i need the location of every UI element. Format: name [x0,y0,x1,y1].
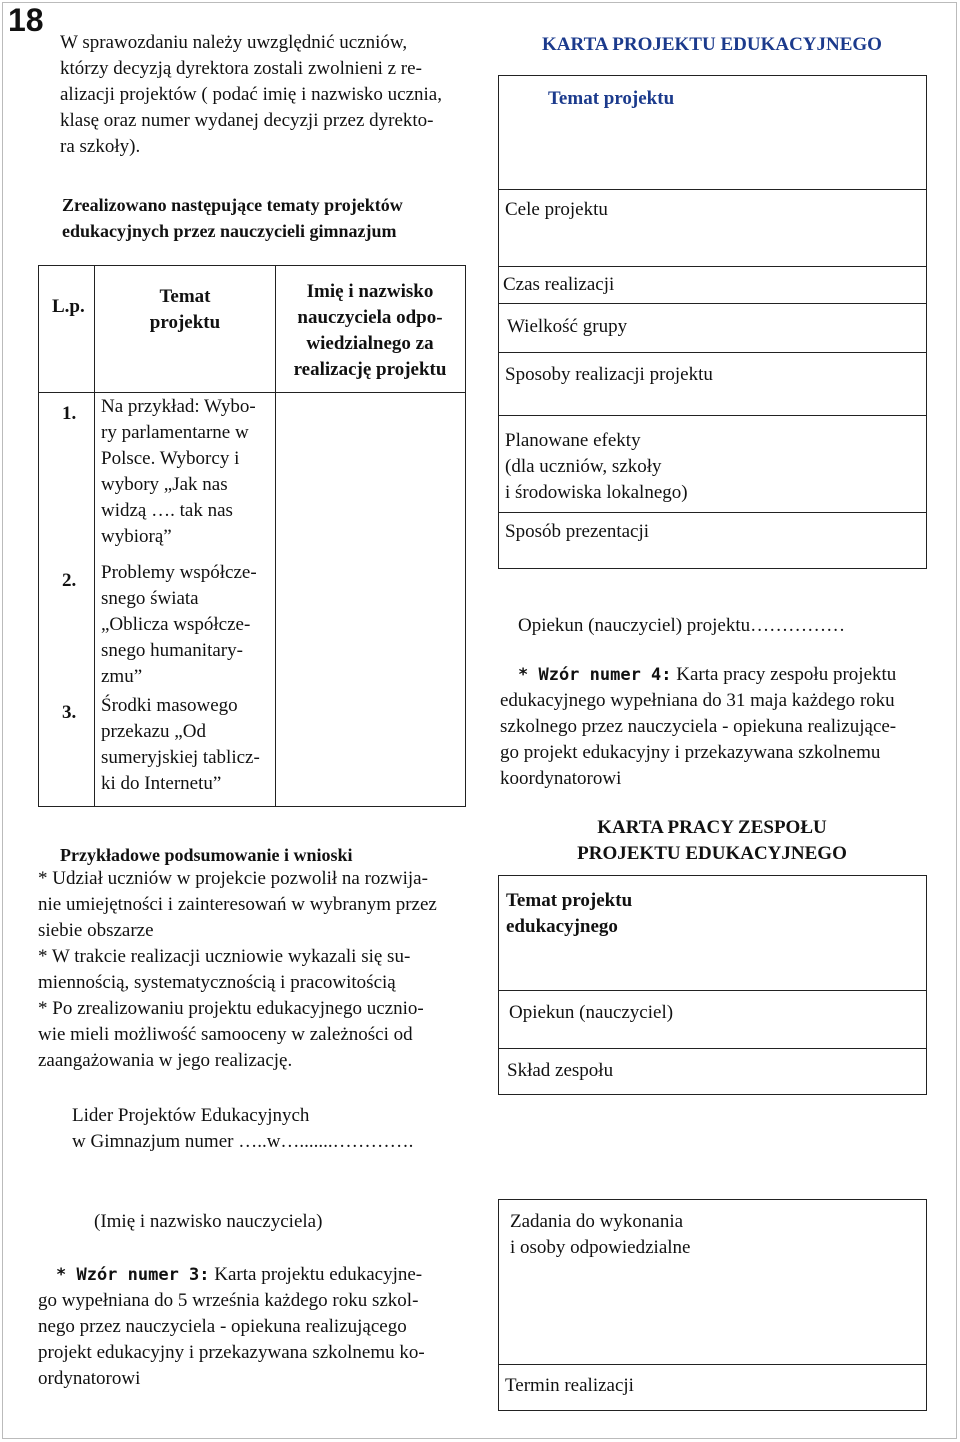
wzor3-prefix: * Wzór numer 3: [56,1265,210,1285]
card1-effects-label: Planowane efekty (dla uczniów, szkoły i środowiska lokalnego) [505,430,688,503]
intro-paragraph: W sprawozdaniu należy uwzględnić uczniów, którzy decyzją dyrektora zostali zwolnieni z re- alizacji projektów ( podać imię i nazwisko ucznia, klasę oraz numer wydanej decyzji przez dyrekto- ra szkoły). [60,32,442,157]
card2-topic-label: Temat projektu edukacyjnego [506,890,633,937]
form-divider [498,189,926,190]
form-divider [498,1048,926,1049]
table-header-topic: Temat projektu [149,286,221,333]
table-divider [94,265,95,806]
table-header-lp: L.p. [52,296,85,317]
card1-group-size-label: Wielkość grupy [507,316,628,337]
signature-block: Lider Projektów Edukacyjnych w Gimnazjum numer …..w….......…………. [72,1105,414,1152]
form-divider [498,512,926,513]
wzor3-note [38,1262,478,1392]
form-divider [498,990,926,991]
table-header-teacher: Imię i nazwisko nauczyciela odpo- wiedzialnego za realizację projektu [293,281,447,380]
card1-supervisor-line: Opiekun (nauczyciel) projektu…………… [518,615,846,636]
card2-title: KARTA PRACY ZESPOŁU PROJEKTU EDUKACYJNEGO [577,817,847,864]
wzor3-text: Karta projektu edukacyjne- go wypełniana do 5 września każdego roku szkol- nego przez nauczyciela - opiekuna realizującego projekt edukacyjny i przekazywana szkolnemu ko- ordynatorowi [38,1264,425,1389]
form-divider [498,352,926,353]
page-number: 18 [8,2,44,38]
wzor4-text: Karta pracy zespołu projektu edukacyjnego wypełniana do 31 maja każdego roku szkolnego przez nauczyciela - opiekuna realizujące- go projekt edukacyjny i przekazywana szkolnemu koordynatorowi [500,664,897,789]
card2-team-label: Skład zespołu [507,1060,614,1081]
table-row-topic: Na przykład: Wybo- ry parlamentarne w Polsce. Wyborcy i wybory „Jak nas widzą …. tak nas wybiorą” [101,396,256,547]
table-header-divider [38,392,465,393]
card1-title: KARTA PROJEKTU EDUKACYJNEGO [542,34,882,55]
card1-presentation-label: Sposób prezentacji [505,521,650,542]
form-divider [498,1364,926,1365]
card1-goals-label: Cele projektu [505,199,608,220]
card1-methods-label: Sposoby realizacji projektu [505,364,713,385]
card1-topic-label: Temat projektu [548,88,675,109]
wzor4-prefix: * Wzór numer 4: [518,665,672,685]
table-row-topic: Problemy współcze- snego świata „Oblicza współcze- snego humanitary- zmu” [101,562,257,687]
wzor4-note [500,662,940,792]
form-divider [498,303,926,304]
card2-tasks-label: Zadania do wykonania i osoby odpowiedzialne [510,1211,691,1258]
summary-text: * Udział uczniów w projekcie pozwolił na rozwija- nie umiejętności i zainteresowań w wybranym przez siebie obszarze * W trakcie realizacji uczniowie wykazali się su- miennością, systematycznością i pracowitością * Po zrealizowaniu projektu edukacyjnego ucznio- wie mieli możliwość samooceny w zależności od zaangażowania w jego realizację. [38,868,437,1071]
table-row-topic: Środki masowego przekazu „Od sumeryjskiej tablicz- ki do Internetu” [101,695,260,794]
signature-name: (Imię i nazwisko nauczyciela) [94,1211,323,1232]
table-row-lp: 3. [62,702,77,723]
form-divider [498,415,926,416]
table-row-lp: 1. [62,403,77,424]
card2-deadline-label: Termin realizacji [505,1375,634,1396]
form-divider [498,266,926,267]
table-row-lp: 2. [62,570,77,591]
section-title: Zrealizowano następujące tematy projektów edukacyjnych przez nauczycieli gimnazjum [62,195,403,241]
card1-duration-label: Czas realizacji [503,274,615,295]
summary-title: Przykładowe podsumowanie i wnioski [60,845,353,865]
card2-supervisor-label: Opiekun (nauczyciel) [509,1002,674,1023]
